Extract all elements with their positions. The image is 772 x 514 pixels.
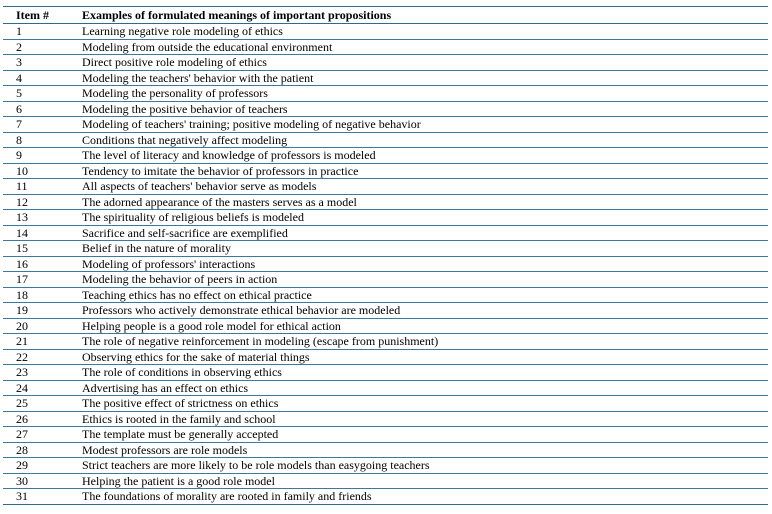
table-row bbox=[3, 396, 768, 412]
proposition-cell: Ethics is rooted in the family and school bbox=[67, 411, 768, 427]
item-number-cell: 17 bbox=[3, 272, 67, 288]
table-row bbox=[3, 458, 768, 474]
proposition-cell: Modest professors are role models bbox=[67, 442, 768, 458]
table-row bbox=[3, 334, 768, 350]
proposition-cell: Modeling of professors' interactions bbox=[67, 256, 768, 272]
table-row bbox=[3, 70, 768, 86]
item-number-cell: 11 bbox=[3, 179, 67, 195]
table-row bbox=[3, 349, 768, 365]
proposition-cell: Modeling from outside the educational environment bbox=[67, 39, 768, 55]
proposition-cell: Tendency to imitate the behavior of professors in practice bbox=[67, 163, 768, 179]
item-number-cell: 1 bbox=[3, 24, 67, 40]
proposition-cell: Conditions that negatively affect modeling bbox=[67, 132, 768, 148]
table-header bbox=[3, 7, 768, 24]
item-number-cell: 30 bbox=[3, 473, 67, 489]
proposition-cell: Modeling the personality of professors bbox=[67, 86, 768, 102]
proposition-cell: Belief in the nature of morality bbox=[67, 241, 768, 257]
proposition-cell: The adorned appearance of the masters serves as a model bbox=[67, 194, 768, 210]
table-row bbox=[3, 442, 768, 458]
item-number-cell: 31 bbox=[3, 489, 67, 505]
table-row bbox=[3, 39, 768, 55]
table-row bbox=[3, 241, 768, 257]
table-row bbox=[3, 365, 768, 381]
item-number-cell: 5 bbox=[3, 86, 67, 102]
proposition-cell: Teaching ethics has no effect on ethical practice bbox=[67, 287, 768, 303]
proposition-cell: Helping people is a good role model for ethical action bbox=[67, 318, 768, 334]
table-row bbox=[3, 55, 768, 71]
item-number-cell: 21 bbox=[3, 334, 67, 350]
proposition-cell: The spirituality of religious beliefs is modeled bbox=[67, 210, 768, 226]
proposition-cell: The role of negative reinforcement in modeling (escape from punishment) bbox=[67, 334, 768, 350]
item-number-cell: 19 bbox=[3, 303, 67, 319]
item-number-cell: 22 bbox=[3, 349, 67, 365]
proposition-cell: Sacrifice and self-sacrifice are exemplified bbox=[67, 225, 768, 241]
table-row bbox=[3, 132, 768, 148]
table-row bbox=[3, 179, 768, 195]
proposition-cell: The role of conditions in observing ethics bbox=[67, 365, 768, 381]
item-number-cell: 27 bbox=[3, 427, 67, 443]
propositions-table bbox=[3, 6, 768, 505]
header-row bbox=[3, 7, 768, 24]
proposition-cell: Observing ethics for the sake of material things bbox=[67, 349, 768, 365]
table-row bbox=[3, 210, 768, 226]
item-number-cell: 24 bbox=[3, 380, 67, 396]
propositions-table-container bbox=[3, 6, 768, 505]
item-number-cell: 18 bbox=[3, 287, 67, 303]
proposition-cell: The template must be generally accepted bbox=[67, 427, 768, 443]
proposition-cell: The level of literacy and knowledge of professors is modeled bbox=[67, 148, 768, 164]
item-number-cell: 29 bbox=[3, 458, 67, 474]
proposition-cell: Modeling the behavior of peers in action bbox=[67, 272, 768, 288]
item-number-cell: 23 bbox=[3, 365, 67, 381]
item-number-cell: 12 bbox=[3, 194, 67, 210]
item-number-cell: 2 bbox=[3, 39, 67, 55]
table-row bbox=[3, 101, 768, 117]
item-number-cell: 8 bbox=[3, 132, 67, 148]
proposition-cell: Modeling of teachers' training; positive modeling of negative behavior bbox=[67, 117, 768, 133]
item-number-cell: 25 bbox=[3, 396, 67, 412]
proposition-cell: Modeling the teachers' behavior with the patient bbox=[67, 70, 768, 86]
item-number-cell: 20 bbox=[3, 318, 67, 334]
table-row bbox=[3, 489, 768, 505]
proposition-cell: Direct positive role modeling of ethics bbox=[67, 55, 768, 71]
table-body bbox=[3, 24, 768, 505]
table-row bbox=[3, 303, 768, 319]
proposition-cell: Professors who actively demonstrate ethical behavior are modeled bbox=[67, 303, 768, 319]
item-number-cell: 15 bbox=[3, 241, 67, 257]
item-number-cell: 7 bbox=[3, 117, 67, 133]
table-row bbox=[3, 117, 768, 133]
proposition-cell: Learning negative role modeling of ethics bbox=[67, 24, 768, 40]
header-item-number: Item # bbox=[3, 7, 67, 24]
table-row bbox=[3, 163, 768, 179]
table-row bbox=[3, 473, 768, 489]
item-number-cell: 9 bbox=[3, 148, 67, 164]
item-number-cell: 26 bbox=[3, 411, 67, 427]
proposition-cell: Advertising has an effect on ethics bbox=[67, 380, 768, 396]
table-row bbox=[3, 287, 768, 303]
proposition-cell: Modeling the positive behavior of teachers bbox=[67, 101, 768, 117]
table-row bbox=[3, 380, 768, 396]
item-number-cell: 6 bbox=[3, 101, 67, 117]
item-number-cell: 10 bbox=[3, 163, 67, 179]
proposition-cell: The positive effect of strictness on ethics bbox=[67, 396, 768, 412]
table-row bbox=[3, 148, 768, 164]
table-row bbox=[3, 86, 768, 102]
proposition-cell: The foundations of morality are rooted in family and friends bbox=[67, 489, 768, 505]
proposition-cell: Helping the patient is a good role model bbox=[67, 473, 768, 489]
table-row bbox=[3, 194, 768, 210]
item-number-cell: 3 bbox=[3, 55, 67, 71]
table-row bbox=[3, 256, 768, 272]
item-number-cell: 14 bbox=[3, 225, 67, 241]
item-number-cell: 28 bbox=[3, 442, 67, 458]
item-number-cell: 13 bbox=[3, 210, 67, 226]
table-row bbox=[3, 411, 768, 427]
item-number-cell: 16 bbox=[3, 256, 67, 272]
table-row bbox=[3, 427, 768, 443]
item-number-cell: 4 bbox=[3, 70, 67, 86]
table-row bbox=[3, 225, 768, 241]
header-examples: Examples of formulated meanings of important propositions bbox=[67, 7, 768, 24]
table-row bbox=[3, 272, 768, 288]
proposition-cell: All aspects of teachers' behavior serve as models bbox=[67, 179, 768, 195]
table-row bbox=[3, 24, 768, 40]
proposition-cell: Strict teachers are more likely to be role models than easygoing teachers bbox=[67, 458, 768, 474]
table-row bbox=[3, 318, 768, 334]
